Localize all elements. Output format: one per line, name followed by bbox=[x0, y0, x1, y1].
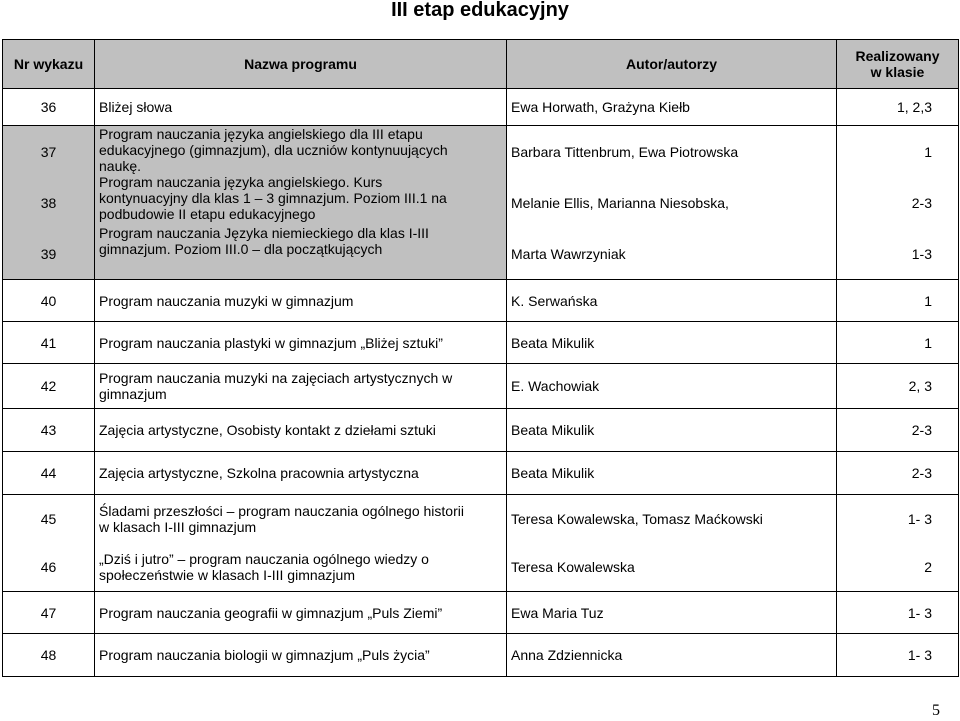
row-numbers bbox=[3, 126, 95, 280]
table-row bbox=[3, 322, 959, 364]
row-number: 41 bbox=[3, 322, 95, 364]
program-author: Beata Mikulik bbox=[507, 409, 837, 452]
program-name: Zajęcia artystyczne, Osobisty kontakt z dziełami sztuki bbox=[95, 409, 507, 452]
page-number: 5 bbox=[932, 702, 940, 719]
program-name-line: Program nauczania języka angielskiego. Kurs bbox=[99, 174, 383, 190]
header-row bbox=[3, 40, 959, 89]
program-name-line: Program nauczania Języka niemieckiego dla klas I-III bbox=[99, 225, 429, 241]
program-name-37 bbox=[99, 126, 502, 174]
program-name-line: naukę. bbox=[99, 158, 142, 174]
program-names bbox=[95, 126, 507, 280]
row-number: 46 bbox=[40, 559, 57, 575]
program-name: Program nauczania muzyki w gimnazjum bbox=[95, 280, 507, 322]
row-number: 39 bbox=[40, 245, 57, 262]
program-classes: 1 bbox=[837, 322, 959, 364]
program-name-line: „Dziś i jutro” – program nauczania ogólnego wiedzy o bbox=[99, 551, 429, 567]
program-name-line: gimnazjum bbox=[99, 386, 167, 402]
program-classes: 2-3 bbox=[837, 452, 959, 495]
row-number: 47 bbox=[3, 592, 95, 634]
program-name-line: społeczeństwie w klasach I-III gimnazjum bbox=[99, 567, 355, 583]
table-row bbox=[3, 452, 959, 495]
header-classes-line2: w klasie bbox=[870, 64, 925, 80]
program-classes: 2-3 bbox=[911, 194, 932, 211]
program-name-line: gimnazjum. Poziom III.0 – dla początkujących bbox=[99, 241, 383, 257]
program-author: Beata Mikulik bbox=[507, 452, 837, 495]
program-author: Ewa Horwath, Grażyna Kiełb bbox=[507, 89, 837, 126]
header-classes bbox=[837, 40, 959, 89]
table-row bbox=[3, 280, 959, 322]
header-name: Nazwa programu bbox=[95, 40, 507, 89]
program-author: Anna Zdziennicka bbox=[507, 634, 837, 677]
table-row-group bbox=[3, 126, 959, 280]
program-name bbox=[95, 364, 507, 409]
program-classes: 2, 3 bbox=[837, 364, 959, 409]
program-classes-group bbox=[837, 495, 959, 592]
program-name-line: Program nauczania języka angielskiego dla III etapu bbox=[99, 126, 423, 142]
program-name-39 bbox=[99, 225, 502, 257]
program-classes: 1-3 bbox=[911, 245, 932, 262]
program-author: Melanie Ellis, Marianna Niesobska, bbox=[511, 194, 729, 211]
row-number: 36 bbox=[3, 89, 95, 126]
program-classes: 1- 3 bbox=[907, 511, 932, 527]
row-number: 45 bbox=[40, 511, 57, 527]
program-name-line: kontynuacyjny dla klas 1 – 3 gimnazjum. Poziom III.1 na bbox=[99, 190, 447, 206]
program-authors bbox=[507, 495, 837, 592]
program-classes: 2 bbox=[924, 559, 932, 575]
table-row bbox=[3, 592, 959, 634]
row-numbers bbox=[3, 495, 95, 592]
header-nr: Nr wykazu bbox=[3, 40, 95, 89]
table-row-group bbox=[3, 495, 959, 592]
program-classes: 1 bbox=[924, 143, 932, 160]
program-name: Zajęcia artystyczne, Szkolna pracownia artystyczna bbox=[95, 452, 507, 495]
program-name-46 bbox=[99, 551, 506, 583]
row-number: 40 bbox=[3, 280, 95, 322]
program-classes-group bbox=[837, 126, 959, 280]
program-names bbox=[95, 495, 507, 592]
row-number: 43 bbox=[3, 409, 95, 452]
program-name-38 bbox=[99, 174, 502, 222]
table-row bbox=[3, 364, 959, 409]
program-classes: 1, 2,3 bbox=[837, 89, 959, 126]
program-author: Barbara Tittenbrum, Ewa Piotrowska bbox=[511, 143, 739, 160]
header-author: Autor/autorzy bbox=[507, 40, 837, 89]
program-author: Marta Wawrzyniak bbox=[511, 245, 626, 262]
program-classes: 1 bbox=[837, 280, 959, 322]
program-name-line: Śladami przeszłości – program nauczania ogólnego historii bbox=[99, 503, 464, 519]
table-row bbox=[3, 634, 959, 677]
program-authors bbox=[507, 126, 837, 280]
table-row bbox=[3, 409, 959, 452]
row-number: 42 bbox=[3, 364, 95, 409]
program-name: Program nauczania geografii w gimnazjum „Puls Ziemi” bbox=[95, 592, 507, 634]
program-name: Program nauczania biologii w gimnazjum „Puls życia” bbox=[95, 634, 507, 677]
program-name-line: w klasach I-III gimnazjum bbox=[99, 519, 257, 535]
row-number: 44 bbox=[3, 452, 95, 495]
program-name-line: Program nauczania muzyki na zajęciach artystycznych w bbox=[99, 370, 453, 386]
program-author: E. Wachowiak bbox=[507, 364, 837, 409]
program-table bbox=[2, 39, 959, 677]
program-author: Ewa Maria Tuz bbox=[507, 592, 837, 634]
program-name-45 bbox=[99, 503, 506, 535]
program-name: Bliżej słowa bbox=[95, 89, 507, 126]
program-author: Teresa Kowalewska, Tomasz Maćkowski bbox=[511, 511, 763, 527]
program-author: Teresa Kowalewska bbox=[511, 559, 635, 575]
row-number: 48 bbox=[3, 634, 95, 677]
program-classes: 1- 3 bbox=[837, 634, 959, 677]
page-title: III etap edukacyjny bbox=[391, 0, 569, 21]
table-row bbox=[3, 89, 959, 126]
program-name-line: edukacyjnego (gimnazjum), dla uczniów kontynuujących bbox=[99, 142, 448, 158]
program-classes: 2-3 bbox=[837, 409, 959, 452]
program-name-line: podbudowie II etapu edukacyjnego bbox=[99, 206, 316, 222]
program-name: Program nauczania plastyki w gimnazjum „Bliżej sztuki” bbox=[95, 322, 507, 364]
header-classes-line1: Realizowany bbox=[855, 48, 940, 64]
program-classes: 1- 3 bbox=[837, 592, 959, 634]
program-author: Beata Mikulik bbox=[507, 322, 837, 364]
program-author: K. Serwańska bbox=[507, 280, 837, 322]
row-number: 38 bbox=[40, 194, 57, 211]
row-number: 37 bbox=[40, 143, 57, 160]
